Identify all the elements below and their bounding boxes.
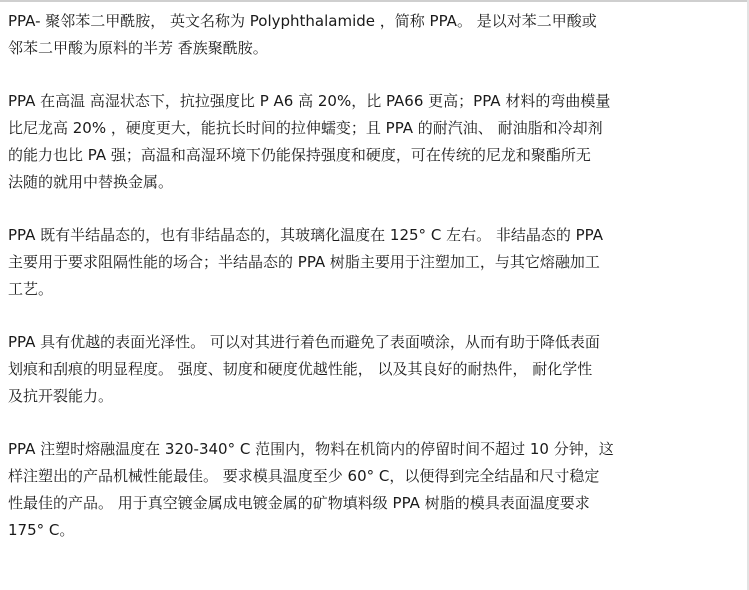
- paragraph-strength: [8, 88, 742, 196]
- paragraph-injection-molding: [8, 436, 742, 544]
- top-border: [0, 0, 749, 2]
- paragraph-spacer: [8, 62, 742, 88]
- paragraph-line: 175° C。: [8, 521, 75, 539]
- paragraph-line: 的能力也比 PA 强；高温和高湿环境下仍能保持强度和硬度，可在传统的尼龙和聚酯所无: [8, 146, 591, 164]
- paragraph-line: 性最佳的产品。 用于真空镀金属成电镀金属的矿物填料级 PPA 树脂的模具表面温度要求: [8, 494, 590, 512]
- paragraph-spacer: [8, 303, 742, 329]
- paragraph-line: 划痕和刮痕的明显程度。 强度、韧度和硬度优越性能， 以及其良好的耐热件， 耐化学性: [8, 360, 593, 378]
- paragraph-line: 及抗开裂能力。: [8, 387, 114, 405]
- paragraph-line: 法随的就用中替换金属。: [8, 173, 174, 191]
- paragraph-spacer: [8, 196, 742, 222]
- paragraph-line: 邻苯二甲酸为原料的半芳 香族聚酰胺。: [8, 39, 268, 57]
- paragraph-line: 比尼龙高 20% ，硬度更大，能抗长时间的拉伸蠕变；且 PPA 的耐汽油、 耐油脂和冷却剂: [8, 119, 603, 137]
- paragraph-definition: [8, 8, 742, 62]
- paragraph-crystallinity: [8, 222, 742, 303]
- paragraph-surface: [8, 329, 742, 410]
- paragraph-line: PPA 在高温 高湿状态下，抗拉强度比 P A6 高 20%，比 PA66 更高；PPA 材料的弯曲模量: [8, 92, 611, 110]
- document-body: [8, 8, 742, 544]
- paragraph-line: PPA 注塑时熔融温度在 320-340° C 范围内，物料在机筒内的停留时间不超过 10 分钟，这: [8, 440, 614, 458]
- paragraph-line: 主要用于要求阻隔性能的场合；半结晶态的 PPA 树脂主要用于注塑加工，与其它熔融加工: [8, 253, 600, 271]
- paragraph-line: PPA 具有优越的表面光泽性。 可以对其进行着色而避免了表面喷涂，从而有助于降低表面: [8, 333, 600, 351]
- paragraph-line: PPA- 聚邻苯二甲酰胺， 英文名称为 Polyphthalamide ，简称 PPA。 是以对苯二甲酸或: [8, 12, 597, 30]
- paragraph-spacer: [8, 410, 742, 436]
- paragraph-line: 样注塑出的产品机械性能最佳。 要求模具温度至少 60° C，以便得到完全结晶和尺寸稳定: [8, 467, 600, 485]
- paragraph-line: PPA 既有半结晶态的，也有非结晶态的，其玻璃化温度在 125° C 左右。 非结晶态的 PPA: [8, 226, 604, 244]
- paragraph-line: 工艺。: [8, 280, 54, 298]
